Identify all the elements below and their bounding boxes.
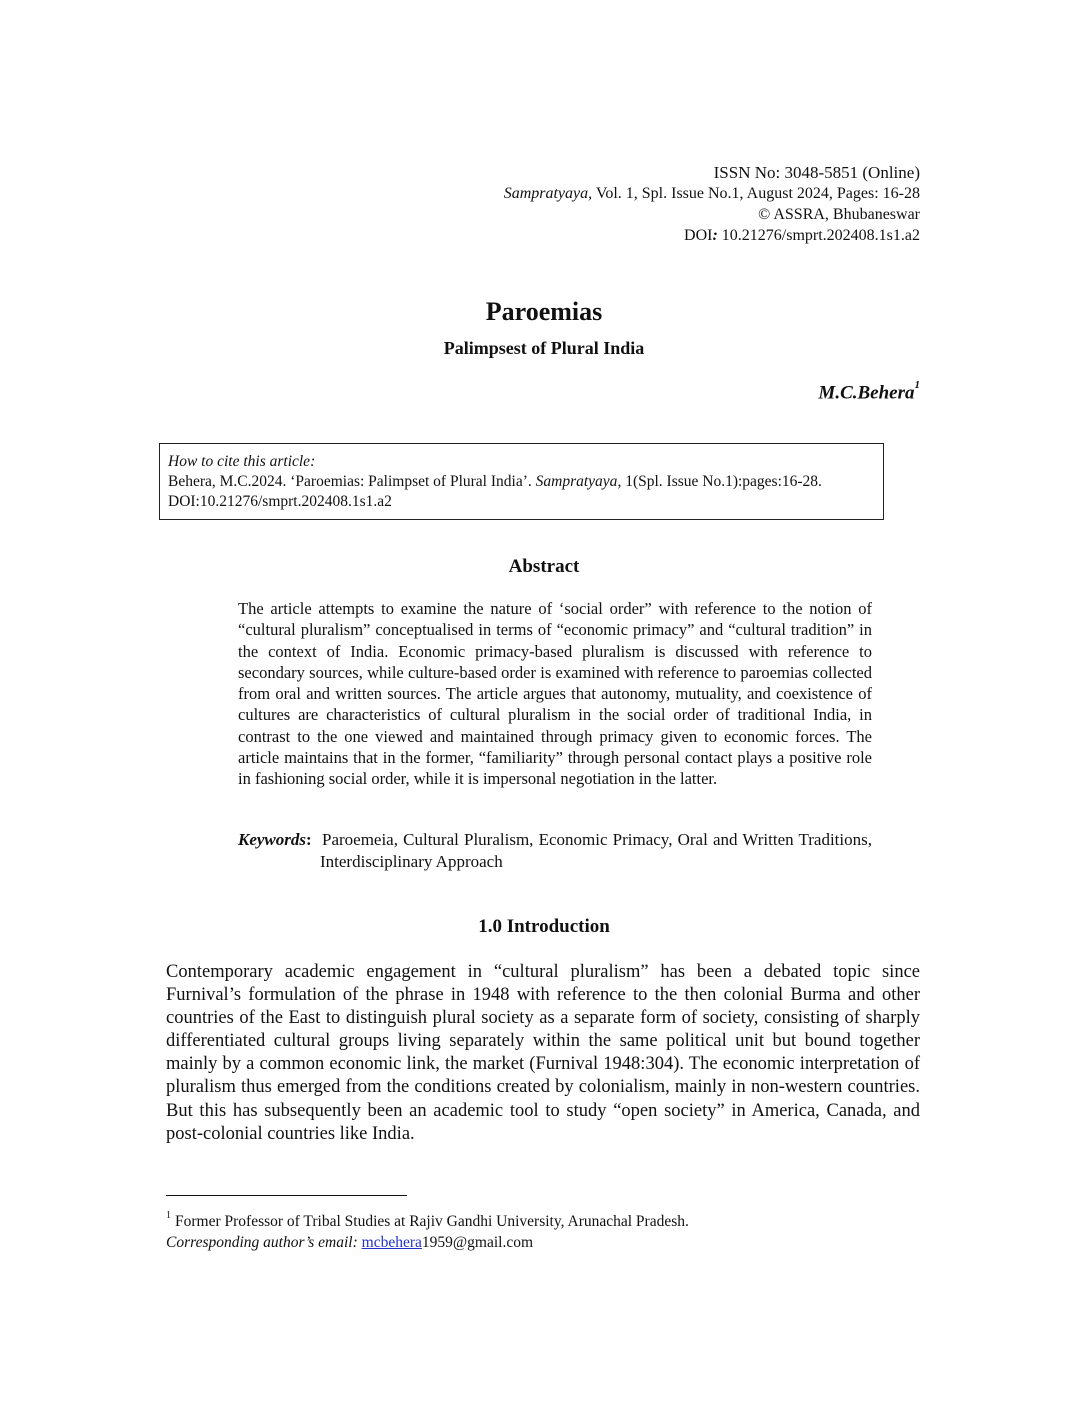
footnote-affiliation: [166, 1207, 689, 1232]
doi: [504, 225, 920, 246]
citation-heading: How to cite this article:: [168, 453, 316, 470]
email-rest: 1959@gmail.com: [421, 1234, 534, 1252]
keywords: [238, 829, 872, 873]
abstract-heading: Abstract: [508, 556, 580, 577]
citation-journal: Sampratyaya: [535, 473, 618, 490]
email-label: Corresponding author’s email:: [166, 1234, 358, 1252]
author-footnote-marker: 1: [914, 379, 920, 391]
citation-line: [168, 472, 875, 492]
keywords-label: Keywords: [238, 830, 306, 849]
footnote: [166, 1207, 689, 1253]
journal-name: Sampratyaya,: [503, 185, 593, 202]
journal-masthead: [504, 162, 920, 246]
author-text: M.C.Behera: [818, 382, 915, 404]
introduction-text: Contemporary academic engagement in “cultural pluralism” has been a debated topic since Furnival’s formulation of the phrase in 1948 with reference to the then colonial Burma and other countries of the East to distinguish plural society as a separate form of society, consisting of sharply differentiated cultural groups living separately within the same political unit but bound together mainly by a common economic link, the market (Furnival 1948:304). The economic interpretation of pluralism thus emerged from the conditions created by colonialism, mainly in non-western countries. But this has subsequently been an academic tool to study “open society” in America, Canada, and post-colonial countries like India.: [166, 962, 920, 1144]
keywords-text: Paroemeia, Cultural Pluralism, Economic Primacy, Oral and Written Traditions, Interdisciplinary Approach: [320, 830, 872, 871]
issue-details: Vol. 1, Spl. Issue No.1, August 2024, Pages: 16-28: [592, 185, 920, 202]
doi-colon: :: [712, 227, 718, 244]
doi-label: DOI: [684, 227, 713, 244]
article-title: Paroemias: [485, 297, 603, 326]
issn: ISSN No: 3048-5851 (Online): [713, 163, 920, 182]
author-name: [818, 379, 920, 404]
article-subtitle: Palimpsest of Plural India: [443, 338, 645, 358]
citation-pages: , 1(Spl. Issue No.1):pages:16-28.: [617, 473, 822, 490]
introduction-heading: 1.0 Introduction: [478, 916, 610, 937]
citation-text: Behera, M.C.2024. ‘Paroemias: Palimpset of Plural India’.: [168, 473, 536, 490]
title-block: [0, 296, 1088, 359]
email-link[interactable]: mcbehera: [361, 1234, 422, 1252]
footnote-email: [166, 1232, 689, 1253]
footnote-text: Former Professor of Tribal Studies at Rajiv Gandhi University, Arunachal Pradesh.: [175, 1213, 689, 1231]
doi-value: 10.21276/smprt.202408.1s1.a2: [717, 227, 920, 244]
citation-doi: DOI:10.21276/smprt.202408.1s1.a2: [168, 493, 392, 510]
footnote-divider: [166, 1195, 407, 1196]
citation-box: [159, 443, 884, 520]
publisher: © ASSRA, Bhubaneswar: [758, 206, 920, 223]
footnote-number: 1: [166, 1210, 171, 1221]
issue-info: [504, 183, 920, 204]
abstract-text: The article attempts to examine the nature of ‘social order” with reference to the notion of “cultural pluralism” conceptualised in terms of “economic primacy” and “cultural tradition” in the context of India. Economic primacy-based pluralism is discussed with reference to secondary sources, while culture-based order is examined with reference to paroemias collected from oral and written sources. The article argues that autonomy, mutuality, and coexistence of cultures are characteristics of cultural pluralism in the social order of traditional India, in contrast to the one viewed and maintained through primacy given to economic forces. The article maintains that in the former, “familiarity” through personal contact plays a positive role in fashioning social order, while it is impersonal negotiation in the latter.: [238, 599, 872, 789]
keywords-colon: :: [306, 830, 312, 849]
